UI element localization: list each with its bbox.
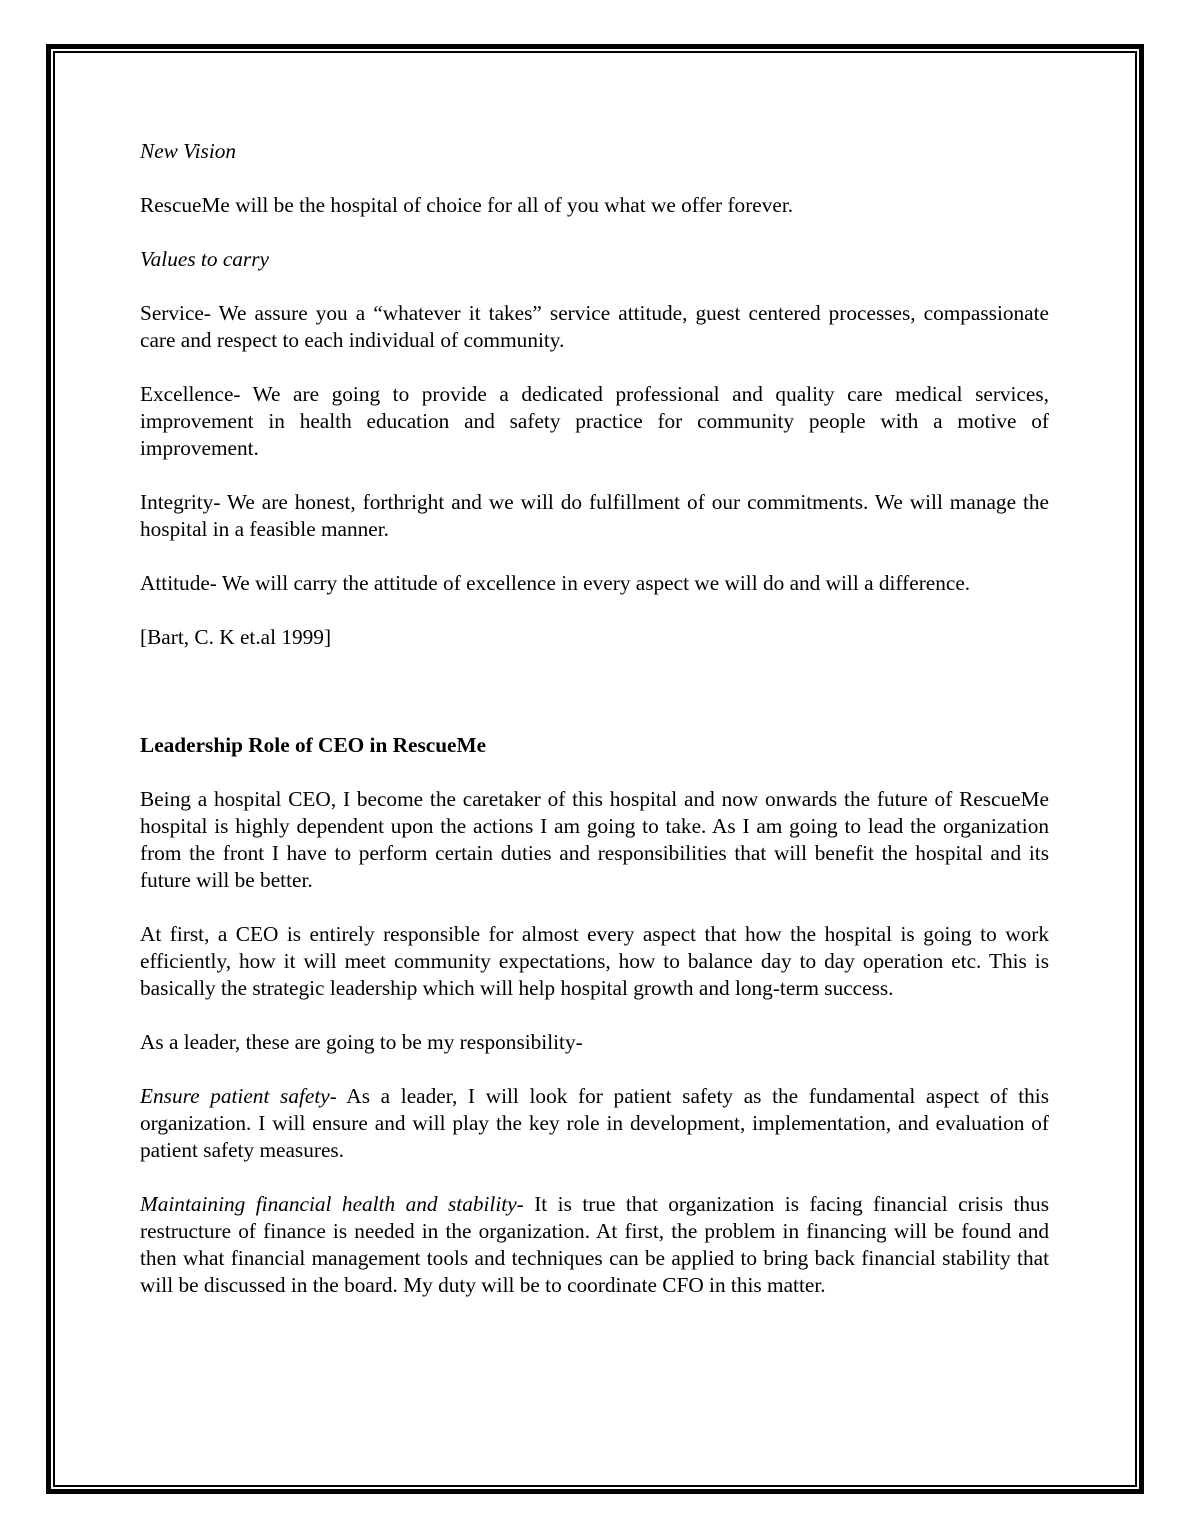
document-body: [140, 138, 1049, 1326]
responsibility-title: Ensure patient safety: [140, 1084, 330, 1108]
value-attitude: Attitude- We will carry the attitude of excellence in every aspect we will do and will a difference.: [140, 571, 971, 595]
responsibility-text: - As a leader, I will look for patient safety as the fundamental aspect of this organization. I will ensure and will play the key role in development, implementation, and evaluation of patient safety measures.: [140, 1084, 1049, 1162]
paragraph-responsibility-intro: As a leader, these are going to be my responsibility-: [140, 1030, 583, 1054]
spacer: [140, 678, 1049, 732]
value-integrity: Integrity- We are honest, forthright and we will do fulfillment of our commitments. We will manage the hospital in a feasible manner.: [140, 490, 1049, 541]
values-heading: Values to carry: [140, 247, 269, 271]
citation: [Bart, C. K et.al 1999]: [140, 625, 332, 649]
responsibility-text: - It is true that organization is facing financial crisis thus restructure of finance is needed in the organization. At first, the problem in financing will be found and then what financial management tools and techniques can be applied to bring back financial stability that will be discussed in the board. My duty will be to coordinate CFO in this matter.: [140, 1192, 1049, 1297]
vision-statement: RescueMe will be the hospital of choice for all of you what we offer forever.: [140, 193, 794, 217]
responsibility-financial-health: [140, 1191, 1049, 1299]
responsibility-patient-safety: [140, 1083, 1049, 1164]
paragraph-ceo-caretaker: Being a hospital CEO, I become the caretaker of this hospital and now onwards the future of RescueMe hospital is highly dependent upon the actions I am going to take. As I am going to lead the organization from the front I have to perform certain duties and responsibilities that will benefit the hospital and its future will be better.: [140, 787, 1049, 892]
paragraph-ceo-responsible: At first, a CEO is entirely responsible for almost every aspect that how the hospital is going to work efficiently, how it will meet community expectations, how to balance day to day operation etc. This is basically the strategic leadership which will help hospital growth and long-term success.: [140, 922, 1049, 1000]
section-heading-leadership: Leadership Role of CEO in RescueMe: [140, 733, 487, 757]
value-service: Service- We assure you a “whatever it takes” service attitude, guest centered processes, compassionate care and respect to each individual of community.: [140, 301, 1049, 352]
vision-heading: New Vision: [140, 139, 237, 163]
responsibility-title: Maintaining financial health and stability: [140, 1192, 517, 1216]
value-excellence: Excellence- We are going to provide a dedicated professional and quality care medical services, improvement in health education and safety practice for community people with a motive of improvement.: [140, 382, 1049, 460]
